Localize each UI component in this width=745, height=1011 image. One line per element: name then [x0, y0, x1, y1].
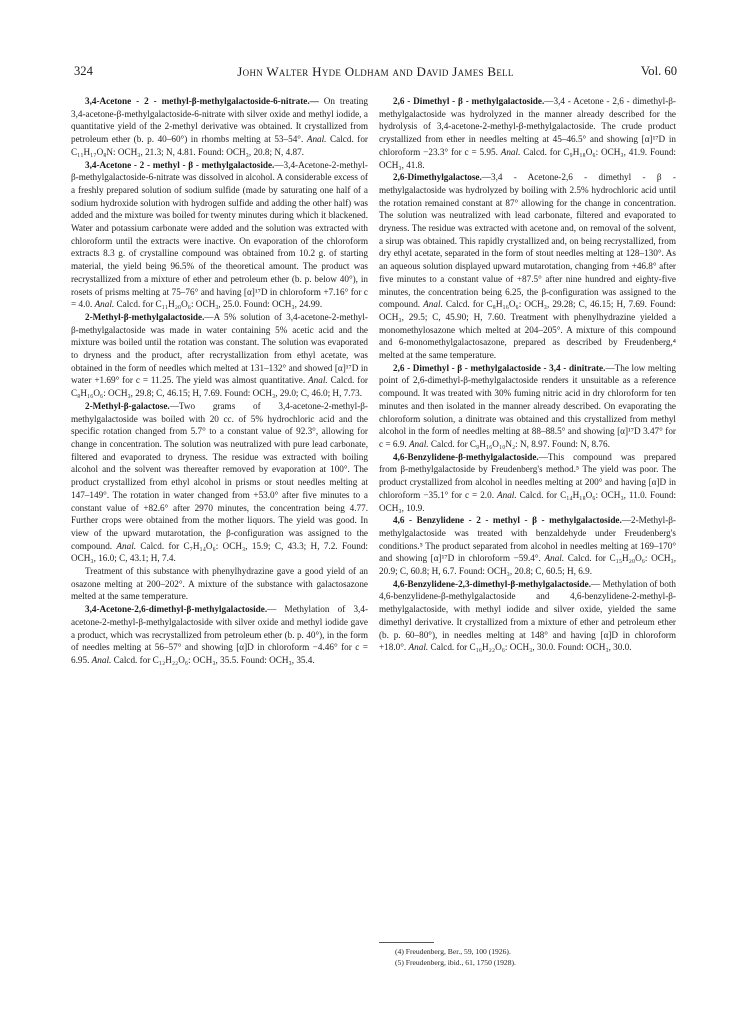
analysis-text: Calcd. for C₁₄H₁₈O₆: OCH₃, 11.0. Found: OCH₃, 10.9.: [379, 489, 676, 513]
section-title: 3,4-Acetone - 2 - methyl - β - methylgalactoside.: [85, 159, 275, 170]
running-header: [74, 64, 677, 84]
page-number: 324: [74, 64, 93, 78]
paragraph-text: —Two grams of 3,4-acetone-2-methyl-β-methylgalactoside was boiled with 20 cc. of 5% hydrochloric acid and the specific rotation changed from 5.7° to a constant value of 92.3°, allowing for change in concentration. The solution was neutralized with pure lead carbonate, filtered and evaporated to dryness. The residue was extracted with boiling alcohol and the solvent was thereafter removed by evaporation at 100°. The product crystallized from ethyl alcohol in prisms or stout needles melting at 147–149°. The rotation in water changed from +53.0° after five minutes to a constant value of +82.6° after 2970 minutes, the concentration being 4.77. Further crops were obtained from the mother liquors. The yield was good. In view of the upward mutarotation, the β-configuration was assigned to the compound.: [71, 400, 368, 551]
paragraph-text: —3,4 - Acetone - 2,6 - dimethyl-β-methylgalactoside was hydrolyzed in the manner already described for the hydrolysis of 3,4-acetone-2-methyl-β-methylgalactoside. The crude product crystallized from ether in needles melting at 45–46.5° and showing [α]¹⁷D in chloroform −23.3° for c = 5.95.: [379, 96, 676, 157]
right-column: [379, 95, 676, 654]
section-title: 2,6-Dimethylgalactose.: [393, 172, 482, 183]
paragraph-text: —This compound was prepared from β-methylgalactoside by Freudenberg's method.⁵ The yield was poor. The product crystallized from alcohol in needles melting at 200° and having [α]D in chloroform −35.1° for c = 2.0.: [379, 451, 676, 500]
paragraph-text: —3,4-Acetone-2-methyl-β-methylgalactoside-6-nitrate was dissolved in alcohol. A considerable excess of a freshly prepared solution of sodium sulfide (made by saturating one half of a sodium hydroxide solution with hydrogen sulfide and adding the other half) was added and the mixture was boiled for twenty minutes during which it blackened. Water and potassium carbonate were added and the solution was extracted with chloroform until the extracts were inactive. On evaporation of the chloroform extracts 8.3 g. of crystalline compound was obtained from 10.2 g. of starting material, the yield being 96.5% of the theoretical amount. The product was recrystallized from a mixture of ether and petroleum ether (b. p. below 40°), in rosets of prisms melting at 75–76° and having [α]¹⁷D in chloroform +7.16° for c = 4.0.: [71, 159, 368, 310]
paragraph-text: —A 5% solution of 3,4-acetone-2-methyl-β-methylgalactoside was made in water containing 5% acetic acid and the mixture was boiled until the rotation was constant. The solution was evaporated to dryness and the product, after recrystallization from ethyl acetate, was obtained in the form of needles which melted at 131–132° and showed [α]¹⁷D in water +1.69° for c = 11.25. The yield was almost quantitative.: [71, 311, 368, 386]
paragraph: [379, 171, 676, 362]
paragraph-text: — Methylation of 3,4-acetone-2-methyl-β-methylgalactoside with silver oxide and methyl iodide gave a product, which was recrystallized from petroleum ether (b. p. 40°), in the form of needles melting at 56–57° and showing [α]D in chloroform −4.46° for c = 6.95.: [71, 604, 368, 665]
analysis-text: Calcd. for C₈H₁₆O₆: OCH₃, 29.8; C, 46.15; H, 7.69. Found: OCH₃, 29.0; C, 46.0; H, 7.73.: [71, 375, 368, 399]
footnote-rule: [379, 942, 434, 943]
analysis-text: Calcd. for C₁₁H₁₇O₈N: OCH₃, 21.3; N, 4.81. Found: OCH₃, 20.8; N, 4.87.: [71, 134, 368, 157]
paragraph: [379, 95, 676, 171]
analysis-text: Calcd. for C₁₂H₂₂O₆: OCH₃, 35.5. Found: OCH₃, 35.4.: [111, 654, 315, 665]
paragraph: [71, 311, 368, 400]
paragraph: [379, 451, 676, 515]
anal-label: Anal.: [497, 489, 517, 500]
section-title: 2,6 - Dimethyl - β - methylgalactoside.: [393, 96, 545, 106]
analysis-text: Calcd. for C₁₆H₂₂O₆: OCH₃, 30.0. Found: OCH₃, 30.0.: [428, 642, 632, 653]
anal-label: Anal.: [423, 299, 443, 310]
paragraph: [71, 400, 368, 565]
analysis-text: Calcd. for C₇H₁₄O₆: OCH₃, 15.9; C, 43.3; H, 7.2. Found: OCH₃, 16.0; C, 43.1; H, 7.4.: [71, 540, 368, 564]
volume-label: Vol. 60: [640, 64, 677, 78]
anal-label: Anal.: [306, 134, 327, 145]
analysis-text: Calcd. for C₉H₁₆O₁₀N₂: N, 8.97. Found: N, 8.76.: [428, 438, 610, 449]
paragraph: [71, 159, 368, 311]
anal-label: Anal.: [408, 642, 429, 653]
section-title: 2,6 - Dimethyl - β - methylgalactoside - 3,4 - dinitrate.: [393, 362, 606, 373]
section-title: 4,6-Benzylidene-2,3-dimethyl-β-methylgalactoside.: [393, 578, 592, 589]
paragraph: [379, 514, 676, 578]
footnote: (5) Freudenberg, ibid., 61, 1750 (1928).: [395, 957, 516, 967]
footnotes: [379, 942, 676, 968]
paragraph: [71, 603, 368, 667]
paragraph-text: —3,4 - Acetone-2,6 - dimethyl - β - methylgalactoside was hydrolyzed by boiling with 2.5% hydrochloric acid until the rotation remained constant at 87° allowing for the change in concentration. The solution was neutralized with lead carbonate, filtered and evaporated to dryness. The residue was extracted with acetone and, on removal of the solvent, a sirup was obtained. This rapidly crystallized and, on being recrystallized, from dry ethyl acetate, separated in the form of stout needles melting at 128–130°. As an aqueous solution displayed upward mutarotation, changing from +46.8° after five minutes to a constant value of +87.5° after nine hundred and eighty-five minutes, the concentration being 6.25, the β-configuration was assigned to the compound.: [379, 172, 676, 310]
analysis-text: Calcd. for C₉H₁₈O₆: OCH₃, 41.9. Found: OCH₃, 41.8.: [379, 146, 676, 170]
section-title: 3,4-Acetone-2,6-dimethyl-β-methylgalactoside.: [85, 604, 268, 615]
paragraph-text: — Methylation of both 4,6-benzylidene-β-methylgalactoside and 4,6-benzylidene-2-methyl-β-methylgalactoside, with methyl iodide and silver oxide, yielded the same dimethyl derivative. It crystallized from a mixture of ether and petroleum ether (b. p. 60–80°), in needles melting at 148° and having [α]D in chloroform +18.0°.: [379, 578, 676, 653]
paragraph-text: —The low melting point of 2,6-dimethyl-β-methylgalactoside renders it unsuitable as a reference compound. It was treated with 30% fuming nitric acid in dry chloroform for ten minutes and then isolated in the manner already described. On evaporating the chloroform solution, a dinitrate was obtained and this crystallized from methyl alcohol in the form of needles melting at 88–88.5° and showing [α]¹⁷D 3.47° for c = 6.9.: [379, 362, 676, 449]
anal-label: Anal.: [544, 553, 565, 564]
paragraph: [71, 95, 368, 159]
paragraph-text: —2-Methyl-β-methylgalactoside was treated with benzaldehyde under Freudenberg's conditions.⁵ The product separated from alcohol in needles melting at 169–170° and showing [α]¹⁷D in chloroform −59.4°.: [379, 515, 676, 564]
analysis-text: Calcd. for C₁₁H₂₀O₆: OCH₃, 25.0. Found: OCH₃, 24.99.: [114, 299, 323, 310]
running-title-authors: John Walter Hyde Oldham and David James Bell: [237, 64, 514, 79]
section-title: 4,6-Benzylidene-β-methylgalactoside.: [393, 451, 539, 462]
anal-label: Anal.: [308, 375, 328, 386]
left-column: [71, 95, 368, 667]
paragraph: [379, 578, 676, 654]
section-title: 4,6 - Benzylidene - 2 - methyl - β - methylgalactoside.: [393, 515, 622, 526]
paragraph: [71, 565, 368, 603]
analysis-text: Calcd. for C₈H₁₆O₆: OCH₃, 29.28; C, 46.15; H, 7.69. Found: OCH₃, 29.5; C, 45.90; H, 7.60. Treatment with phenylhydrazine yielded a monomethylosazone which melted at 204–205°. A mixture of this compound and 6-monomethylgalactosazone, prepared as described by Freudenberg,⁴ melted at the same temperature.: [379, 299, 676, 361]
anal-label: Anal.: [408, 438, 429, 449]
paragraph: [379, 362, 676, 451]
footnote: (4) Freudenberg, Ber., 59, 100 (1926).: [395, 947, 511, 956]
section-title: 2-Methyl-β-methylgalactoside.: [85, 311, 205, 322]
paragraph-text: Treatment of this substance with phenylhydrazine gave a good yield of an osazone melting at 200–202°. A mixture of the substance with galactosazone melted at the same temperature.: [71, 566, 368, 602]
paragraph-text: On treating 3,4-acetone-β-methylgalactoside-6-nitrate with silver oxide and methyl iodide, a quantitative yield of the 2-methyl derivative was obtained. It crystallized from petroleum ether (b. p. 40–60°) in rhombs melting at 53–54°.: [71, 96, 368, 145]
anal-label: Anal.: [116, 540, 137, 551]
section-title: 2-Methyl-β-galactose.: [85, 400, 170, 411]
anal-label: Anal.: [91, 654, 112, 665]
anal-label: Anal.: [500, 146, 521, 157]
analysis-text: Calcd. for C₁₅H₂₀O₆: OCH₃, 20.9; C, 60.8; H, 6.7. Found: OCH₃, 20.8; C, 60.5; H, 6.9.: [379, 553, 677, 577]
anal-label: Anal.: [94, 299, 115, 310]
section-title: 3,4-Acetone - 2 - methyl-β-methylgalactoside-6-nitrate.—: [85, 96, 319, 106]
